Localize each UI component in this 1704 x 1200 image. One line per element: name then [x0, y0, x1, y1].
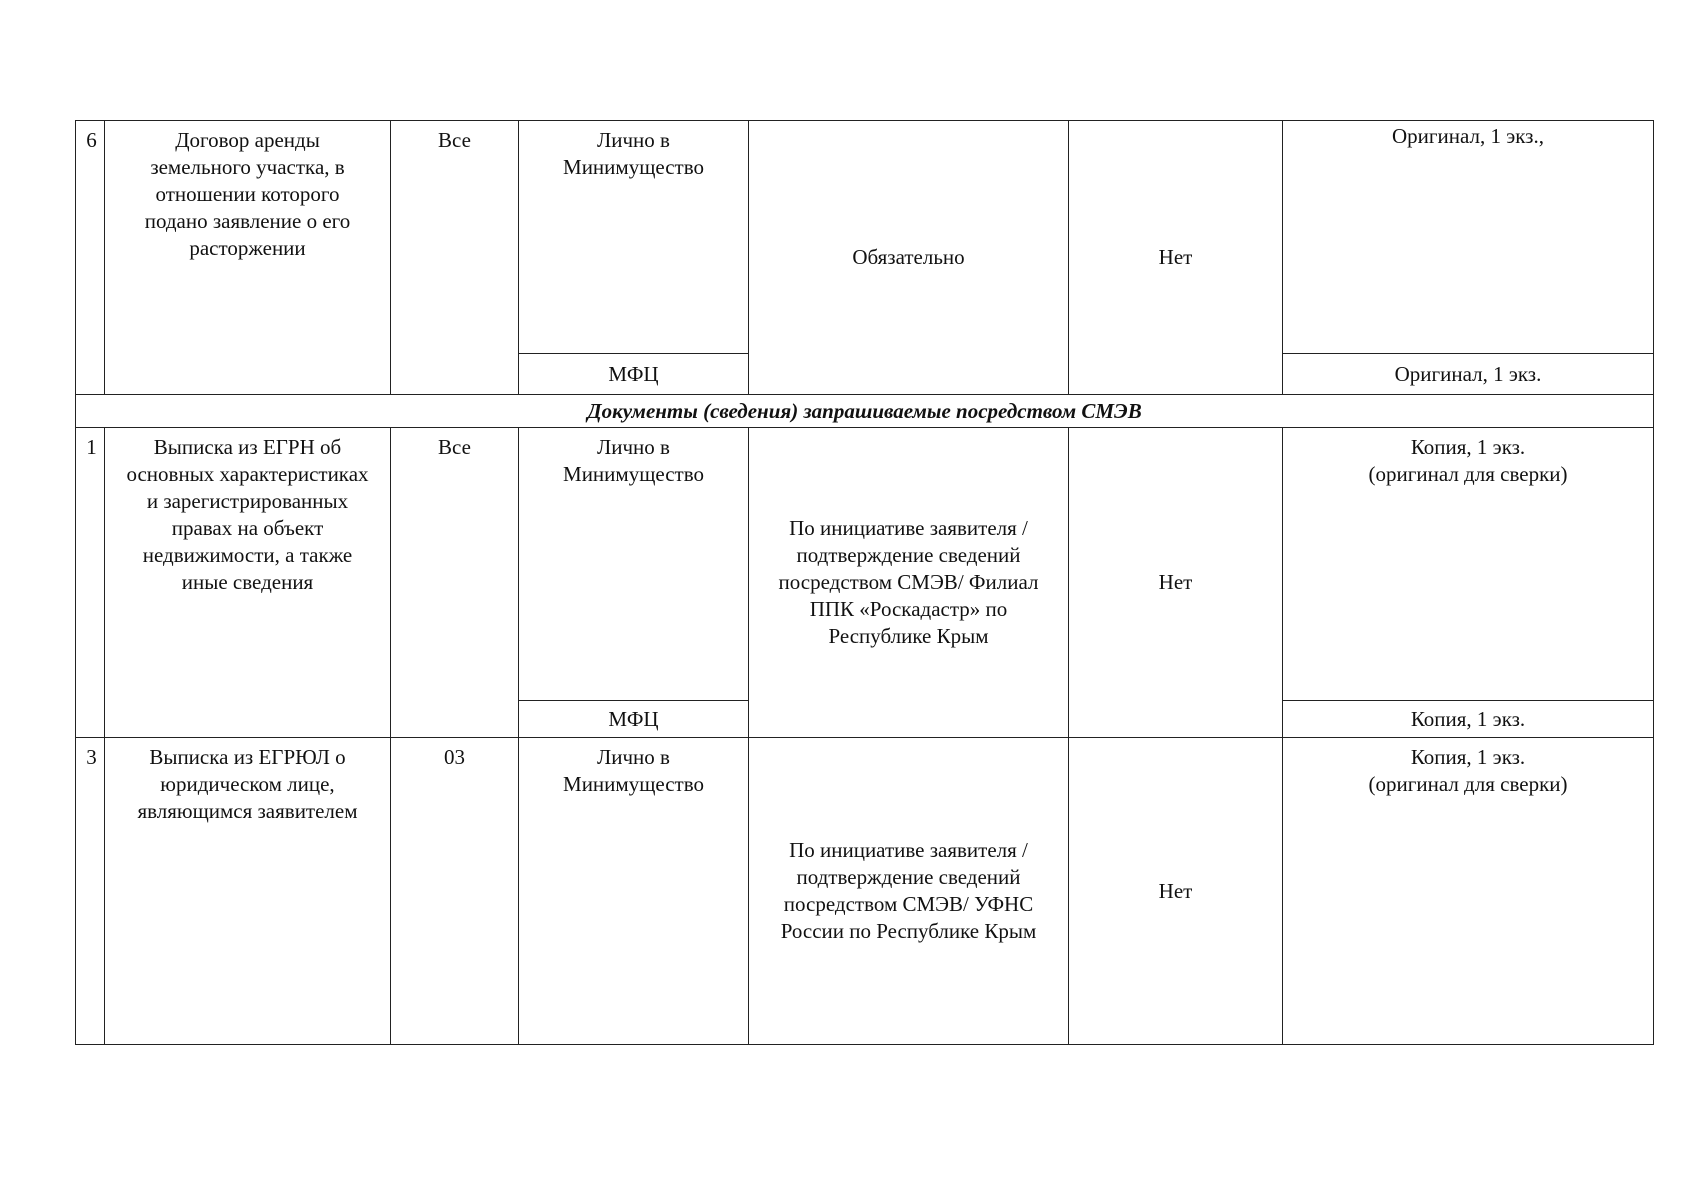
applicant-category: 03 — [391, 738, 519, 1045]
document-form-primary: Копия, 1 экз. (оригинал для сверки) — [1283, 738, 1654, 1045]
requirement: По инициативе заявителя / подтверждение сведений посредством СМЭВ/ Филиал ППК «Роскадастр» по Республике Крым — [778, 516, 1039, 648]
flag-cell: Нет — [1069, 738, 1283, 1045]
row-number: 6 — [76, 121, 105, 395]
requirement-cell — [749, 738, 1069, 1045]
row-number: 3 — [76, 738, 105, 1045]
requirement: Обязательно — [852, 245, 965, 269]
applicant-category: Все — [391, 121, 519, 395]
requirement: По инициативе заявителя / подтверждение сведений посредством СМЭВ/ УФНС России по Республике Крым — [780, 838, 1037, 943]
document-form-secondary: Оригинал, 1 экз. — [1283, 354, 1654, 395]
submission-channel-secondary: МФЦ — [519, 354, 749, 395]
document-form-primary: Оригинал, 1 экз., — [1283, 121, 1654, 354]
table-row — [76, 121, 1654, 354]
document-name: Выписка из ЕГРЮЛ о юридическом лице, являющимся заявителем — [137, 745, 358, 823]
table-row — [76, 738, 1654, 1045]
document-name-cell — [105, 428, 391, 738]
flag-cell: Нет — [1069, 121, 1283, 395]
document-name-cell — [105, 738, 391, 1045]
requirement-cell — [749, 428, 1069, 738]
document-name: Договор аренды земельного участка, в отношении которого подано заявление о его расторжении — [144, 128, 351, 260]
document-form-primary: Копия, 1 экз. (оригинал для сверки) — [1283, 428, 1654, 701]
document-form-secondary: Копия, 1 экз. — [1283, 701, 1654, 738]
document-name: Выписка из ЕГРН об основных характеристиках и зарегистрированных правах на объект недвижимости, а также иные сведения — [126, 435, 369, 594]
submission-channel-secondary: МФЦ — [519, 701, 749, 738]
submission-channel-primary: Лично в Минимущество — [519, 428, 749, 701]
row-number: 1 — [76, 428, 105, 738]
section-row — [76, 395, 1654, 428]
submission-channel-primary: Лично в Минимущество — [519, 121, 749, 354]
table-row — [76, 428, 1654, 701]
applicant-category: Все — [391, 428, 519, 738]
document-name-cell — [105, 121, 391, 395]
flag-cell: Нет — [1069, 428, 1283, 738]
submission-channel-primary: Лично в Минимущество — [519, 738, 749, 1045]
requirement-cell — [749, 121, 1069, 395]
section-heading: Документы (сведения) запрашиваемые посредством СМЭВ — [76, 395, 1654, 428]
documents-table — [75, 120, 1654, 1045]
